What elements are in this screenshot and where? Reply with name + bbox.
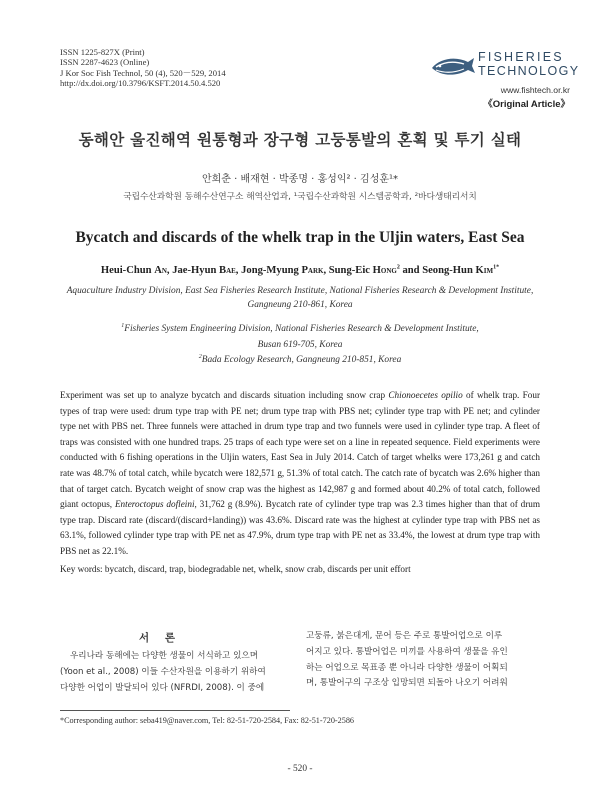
intro-right-column xyxy=(306,629,540,692)
abstract: Experiment was set up to analyze bycatch and discards situation including snow crap Chionoecetes opilio of whelk trap. Four types of trap were used: drum type trap with PE net; drum type trap with PBS net; cylinder type trap with PE net; and cylinder type net with PBS net. Three funnels were attached in drum type trap and two funnels were used in cylinder type trap. A fleet of traps was consisted with one hundred traps. 25 traps of each type were set on a line in repeated sequence. Field experiments were conducted with 6 fishing operations in the Uljin waters, East Sea in July 2014. Catch of target whelks were 173,261 g and catch rate was 48.7% of total catch, while bycatch were 182,571 g, 51.3% of total catch. The catch rate of bycatch was 2.6% higher than that of target catch. Bycatch weight of snow crap was the highest as 142,987 g and formed about 40.2% of total catch, followed giant octopus, Enteroctopus dofleini, 31,762 g (8.9%). Bycatch rate of cylinder type trap was 2.3 times higher than that of drum type trap. Discard rate (discard/(discard+landing)) was 43.6%. Discard rate was the highest at cylinder type trap with PBS net as 63.1%, followed cylinder type trap with PE net as 47.9%, drum type trap with PE net as 33.4%, the lowest at drum type trap with PBS net as 22.1%. xyxy=(60,390,541,556)
issn-print: ISSN 1225-827X (Print) xyxy=(60,47,145,57)
issn-online: ISSN 2287-4623 (Online) xyxy=(60,57,150,68)
affiliation-main: Aquaculture Industry Division, East Sea Fisheries Research Institute, National Fisheries Research & Development Institute, Gangneung 210-861, Korea xyxy=(66,286,534,310)
body-line: 어지고 있다. 통발어업은 미끼를 사용하여 생물을 유인 xyxy=(306,646,508,657)
korean-title: 동해안 울진해역 원통형과 장구형 고둥통발의 혼획 및 투기 실태 xyxy=(78,131,522,149)
journal-metadata xyxy=(60,47,226,88)
body-line: 하는 어업으로 목표종 뿐 아니라 다양한 생물이 어획되 xyxy=(306,662,508,673)
body-line: (Yoon et al., 2008) 이들 수산자원을 이용하기 위하여 xyxy=(60,666,266,677)
footnote-divider xyxy=(60,710,290,711)
journal-logo xyxy=(430,50,580,110)
corresponding-author-footnote: *Corresponding author: seba419@naver.com, Tel: 82-51-720-2584, Fax: 82-51-720-2586 xyxy=(60,716,355,725)
affiliation-secondary: $^1$Fisheries System Engineering Division, National Fisheries Research & Development Institute, Busan 619-705, Korea $^2$Bada Ecology Research, Gangneung 210-851, Korea xyxy=(121,322,479,365)
fish-emblem-icon xyxy=(430,50,476,82)
body-line: 고둥류, 붉은대게, 문어 등은 주로 통발어업으로 이루 xyxy=(306,631,503,641)
article-type: 《Original Article》 xyxy=(483,99,570,110)
intro-left-column xyxy=(60,649,295,696)
journal-url[interactable]: www.fishtech.or.kr xyxy=(500,85,570,95)
korean-authors: 안희춘 · 배재현 · 박종명 · 홍성익² · 김성훈¹* xyxy=(201,174,399,185)
section-title: 서 론 xyxy=(139,632,181,644)
korean-affiliations: 국립수산과학원 동해수산연구소 해역산업과, ¹국립수산과학원 시스템공학과, ²바다생태리서치 xyxy=(123,192,477,202)
keywords: Key words: bycatch, discard, trap, biodegradable net, whelk, snow crab, discards per unit effort xyxy=(60,564,411,574)
logo-line-1: FISHERIES xyxy=(478,50,564,64)
citation: J Kor Soc Fish Technol, 50 (4), 520－529, 2014 xyxy=(60,67,226,78)
body-line: 다양한 어업이 발달되어 있다 (NFRDI, 2008). 이 중에 xyxy=(60,682,265,693)
english-authors: Heui-Chun An, Jae-Hyun Bae, Jong-Myung Park, Sung-Eic Hong$^2$ and Seong-Hun Kim$^{1*}$ xyxy=(100,264,500,276)
doi-link[interactable]: http://dx.doi.org/10.3796/KSFT.2014.50.4.520 xyxy=(60,77,221,88)
body-line: 우리나라 동해에는 다양한 생물이 서식하고 있으며 xyxy=(70,651,258,661)
body-line: 며, 통발어구의 구조상 입망되면 되돌아 나오기 어려워 xyxy=(306,678,508,689)
page-number: - 520 - xyxy=(287,764,313,774)
english-title: Bycatch and discards of the whelk trap in the Uljin waters, East Sea xyxy=(75,229,525,246)
logo-line-2: TECHNOLOGY xyxy=(478,64,580,78)
